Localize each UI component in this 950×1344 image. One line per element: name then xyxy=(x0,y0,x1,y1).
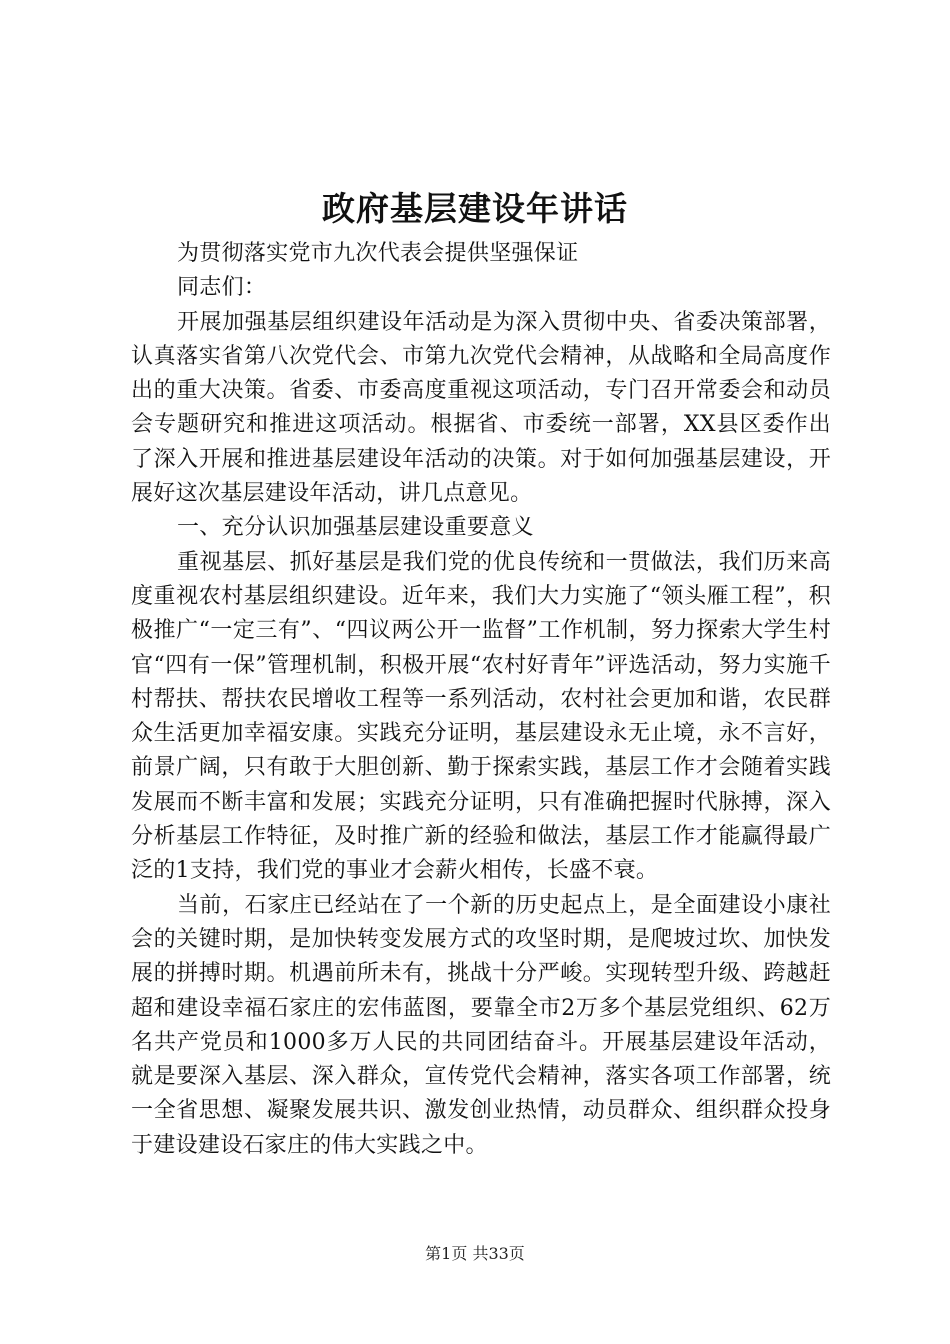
section-heading: 一、充分认识加强基层建设重要意义 xyxy=(177,515,534,541)
document-title: 政府基层建设年讲话 xyxy=(322,189,628,228)
body-paragraph: 重视基层、抓好基层是我们党的优良传统和一贯做法，我们历来高度重视农村基层组织建设。近年来，我们大力实施了“领头雁工程”，积极推广“一定三有”、“四议两公开一监督”工作机制，努力探索大学生村官“四有一保”管理机制，积极开展“农村好青年”评选活动，努力实施千村帮扶、帮扶农民增收工程等一系列活动，农村社会更加和谐，农民群众生活更加幸福安康。实践充分证明，基层建设永无止境，永不言好，前景广阔，只有敢于大胆创新、勤于探索实践，基层工作才会随着实践发展而不断丰富和发展；实践充分证明，只有准确把握时代脉搏，深入分析基层工作特征，及时推广新的经验和做法，基层工作才能赢得最广泛的1支持，我们党的事业才会薪火相传，长盛不衰。 xyxy=(131,549,831,884)
subtitle-paragraph: 为贯彻落实党市九次代表会提供坚强保证 xyxy=(177,241,579,266)
body-paragraph: 开展加强基层组织建设年活动是为深入贯彻中央、省委决策部署，认真落实省第八次党代会、市第九次党代会精神，从战略和全局高度作出的重大决策。省委、市委高度重视这项活动，专门召开常委会和动员会专题研究和推进这项活动。根据省、市委统一部署，XX县区委作出了深入开展和推进基层建设年活动的决策。对于如何加强基层建设，开展好这次基层建设年活动，讲几点意见。 xyxy=(131,309,831,507)
page-number: 第1页 共33页 xyxy=(425,1244,525,1263)
document-body xyxy=(131,237,831,1163)
salutation-paragraph: 同志们： xyxy=(177,275,267,301)
body-paragraph: 当前，石家庄已经站在了一个新的历史起点上，是全面建设小康社会的关键时期，是加快转变发展方式的攻坚时期，是爬坡过坎、加快发展的拼搏时期。机遇前所未有，挑战十分严峻。实现转型升级、跨越赶超和建设幸福石家庄的宏伟蓝图，要靠全市2万多个基层党组织、62万名共产党员和1000多万人民的共同团结奋斗。开展基层建设年活动，就是要深入基层、深入群众，宣传党代会精神，落实各项工作部署，统一全省思想、凝聚发展共识、激发创业热情，动员群众、组织群众投身于建设建设石家庄的伟大实践之中。 xyxy=(131,892,831,1158)
